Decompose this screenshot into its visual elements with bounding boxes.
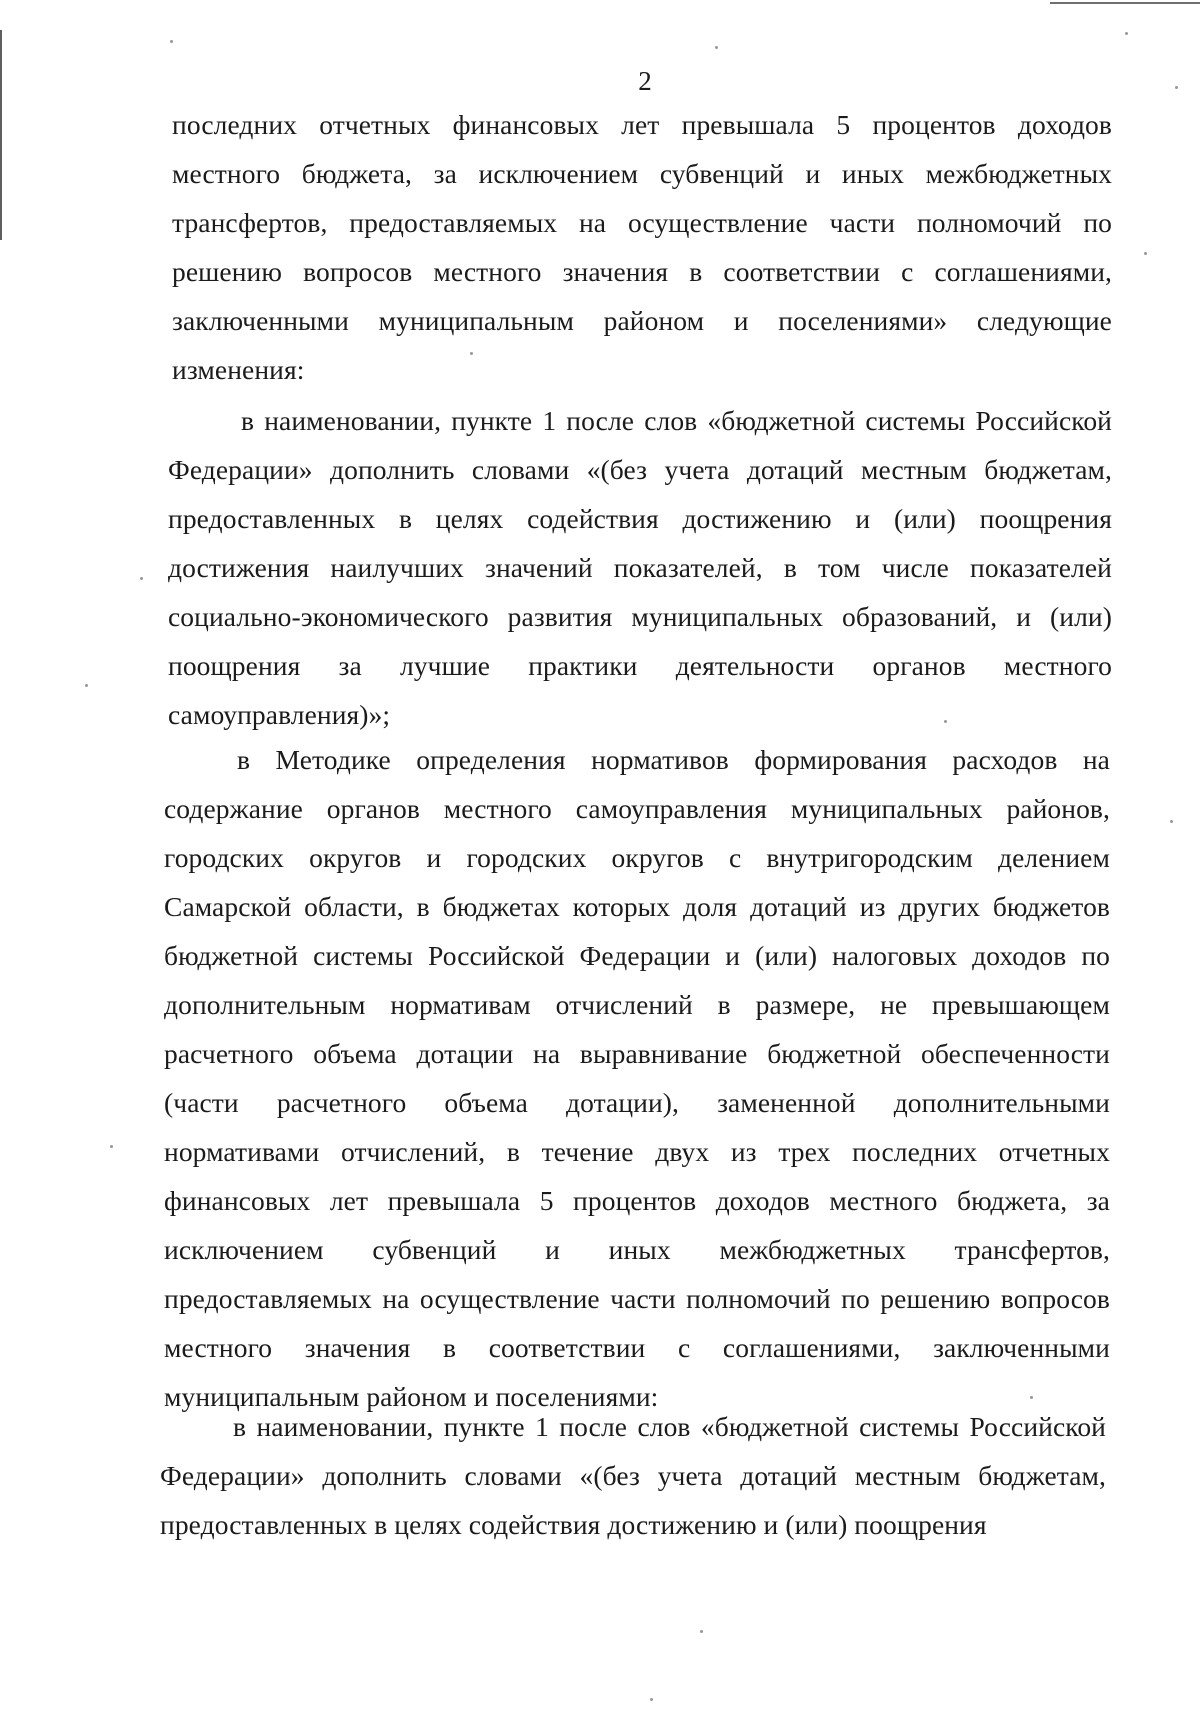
scan-speck bbox=[1175, 86, 1178, 89]
paragraph-continuation bbox=[172, 100, 1112, 394]
paragraph-text: в наименовании, пункте 1 после слов «бюджетной системы Российской Федерации» дополнить словами «(без учета дотаций местным бюджетам, предоставленных в целях содействия достижению и (или) поощрения достижения наилучших значений показателей, в том числе показателей социально-экономического развития муниципальных образований, и (или) поощрения за лучшие практики деятельности органов местного самоуправления)»; bbox=[168, 405, 1112, 730]
scan-speck bbox=[170, 40, 173, 43]
scan-speck bbox=[85, 684, 88, 687]
scan-speck bbox=[700, 1630, 703, 1633]
scan-speck bbox=[1170, 820, 1173, 823]
paragraph-text: в Методике определения нормативов формирования расходов на содержание органов местного самоуправления муниципальных районов, городских округов и городских округов с внутригородским делением Самарской области, в бюджетах которых доля дотаций из других бюджетов бюджетной системы Российской Федерации и (или) налоговых доходов по дополнительным нормативам отчислений в размере, не превышающем расчетного объема дотации на выравнивание бюджетной обеспеченности (части расчетного объема дотации), замененной дополнительными нормативами отчислений, в течение двух из трех последних отчетных финансовых лет превышала 5 процентов доходов местного бюджета, за исключением субвенций и иных межбюджетных трансфертов, предоставляемых на осуществление части полномочий по решению вопросов местного значения в соответствии с соглашениями, заключенными муниципальным районом и поселениями: bbox=[164, 744, 1110, 1412]
scan-speck bbox=[1030, 1396, 1033, 1399]
scan-speck bbox=[650, 1698, 653, 1701]
scan-speck bbox=[470, 352, 473, 355]
scan-speck bbox=[944, 720, 947, 723]
scan-speck bbox=[715, 46, 718, 49]
paragraph-text: последних отчетных финансовых лет превышала 5 процентов доходов местного бюджета, за исключением субвенций и иных межбюджетных трансфертов, предоставляемых на осуществление части полномочий по решению вопросов местного значения в соответствии с соглашениями, заключенными муниципальным районом и поселениями» следующие изменения: bbox=[172, 109, 1112, 385]
scan-speck bbox=[1144, 252, 1147, 255]
paragraph-amendment-1 bbox=[168, 396, 1112, 739]
paragraph-text: в наименовании, пункте 1 после слов «бюджетной системы Российской Федерации» дополнить словами «(без учета дотаций местным бюджетам, предоставленных в целях содействия достижению и (или) поощрения bbox=[160, 1411, 1106, 1540]
paragraph-methodology bbox=[164, 735, 1110, 1421]
scan-top-rule bbox=[1050, 2, 1200, 4]
page-number: 2 bbox=[638, 66, 652, 96]
scan-left-edge bbox=[0, 30, 2, 240]
paragraph-amendment-2 bbox=[160, 1402, 1106, 1549]
scan-speck bbox=[1125, 32, 1128, 35]
scan-speck bbox=[110, 1145, 113, 1148]
scan-speck bbox=[140, 577, 143, 580]
